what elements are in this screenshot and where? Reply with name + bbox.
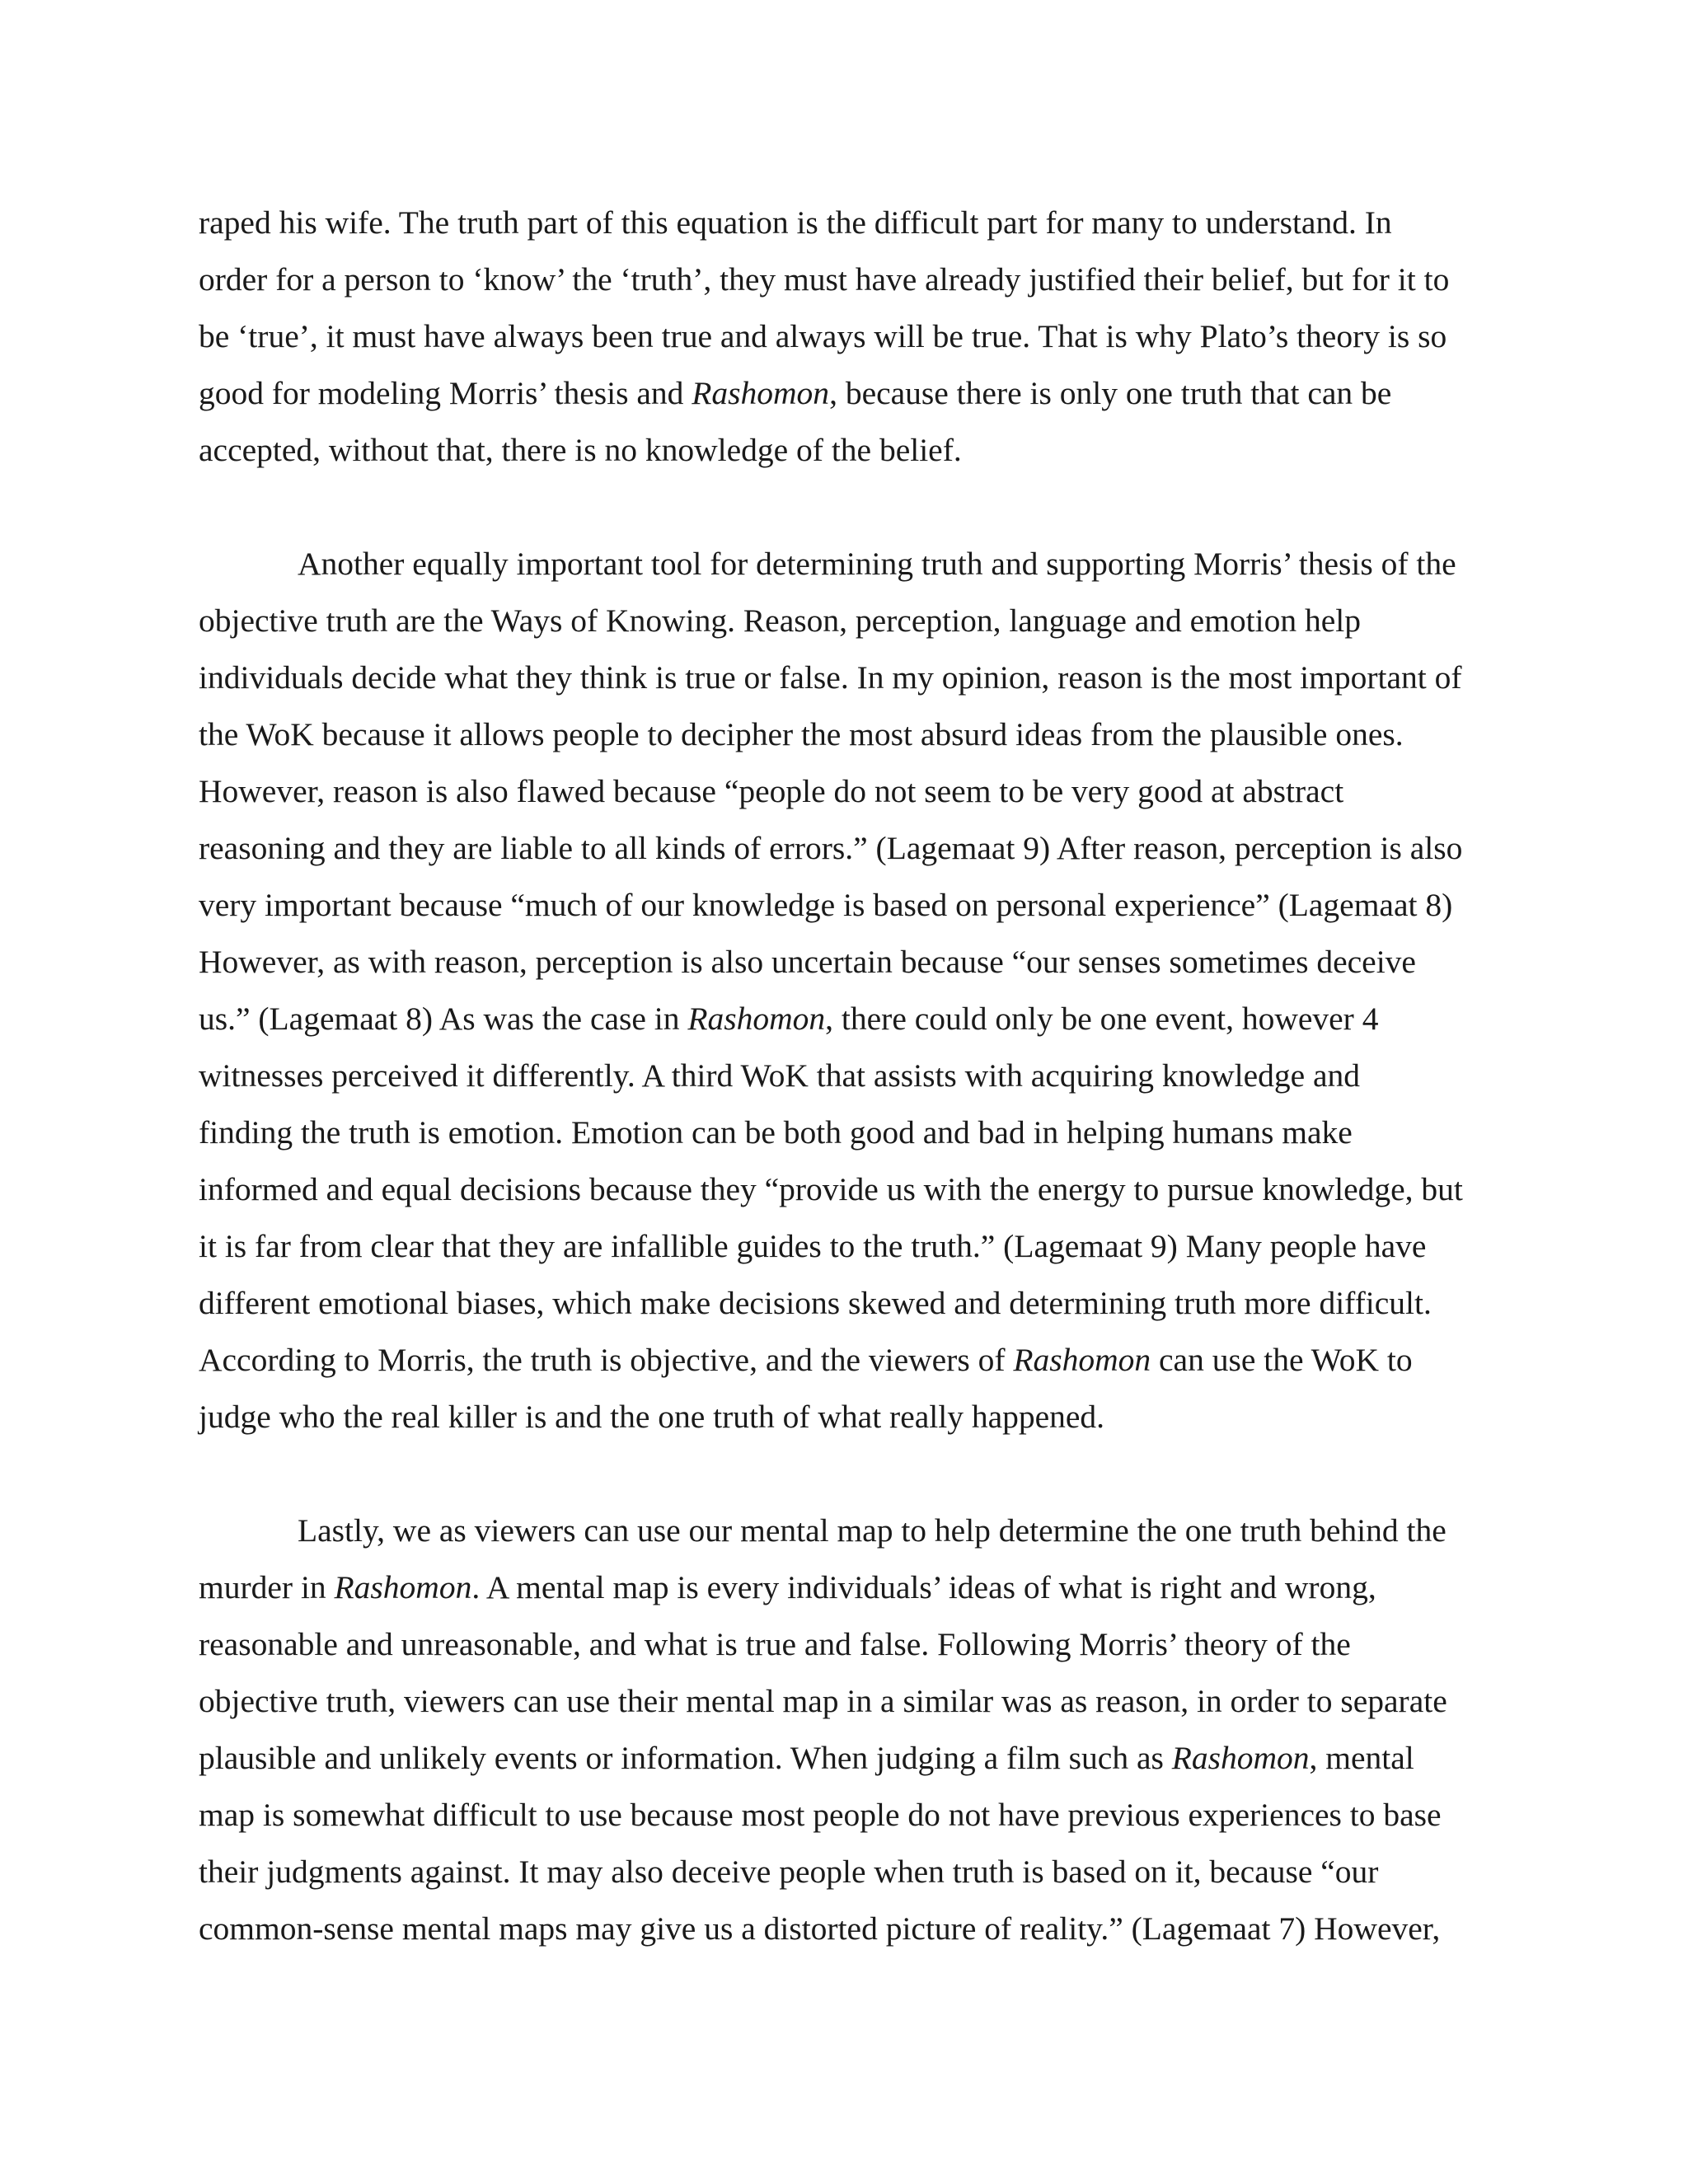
- text-line: [199, 763, 1501, 820]
- text-line: [199, 1161, 1501, 1218]
- text-line: [199, 536, 1501, 593]
- text-segment: However, reason is also flawed because “people do not seem to be very good at abstract: [199, 773, 1344, 809]
- text-line: [199, 1047, 1501, 1104]
- text-segment: . A mental map is every individuals’ ideas of what is right and wrong,: [471, 1569, 1376, 1605]
- text-line: [199, 365, 1501, 422]
- text-segment: , there could only be one event, however 4: [825, 1001, 1379, 1037]
- text-segment: plausible and unlikely events or information. When judging a film such as: [199, 1740, 1172, 1776]
- text-segment: reasoning and they are liable to all kinds of errors.” (Lagemaat 9) After reason, perception is also: [199, 830, 1463, 866]
- document-body: [199, 194, 1501, 1957]
- text-line: [199, 1900, 1501, 1957]
- italic-title: Rashomon: [1013, 1342, 1151, 1378]
- text-segment: common-sense mental maps may give us a distorted picture of reality.” (Lagemaat 7) However,: [199, 1910, 1441, 1947]
- text-line: [199, 251, 1501, 308]
- text-line: [199, 1673, 1501, 1730]
- text-segment: informed and equal decisions because they “provide us with the energy to pursue knowledge, but: [199, 1171, 1463, 1207]
- text-line: [199, 1332, 1501, 1389]
- text-segment: finding the truth is emotion. Emotion can be both good and bad in helping humans make: [199, 1114, 1353, 1151]
- text-segment: us.” (Lagemaat 8) As was the case in: [199, 1001, 688, 1037]
- text-line: [199, 877, 1501, 934]
- text-segment: However, as with reason, perception is also uncertain because “our senses sometimes deceive: [199, 944, 1416, 980]
- text-segment: different emotional biases, which make decisions skewed and determining truth more difficult.: [199, 1285, 1432, 1321]
- text-segment: judge who the real killer is and the one truth of what really happened.: [199, 1399, 1105, 1435]
- paragraph-gap: [199, 1446, 1501, 1502]
- text-segment: , mental: [1309, 1740, 1414, 1776]
- text-segment: individuals decide what they think is true or false. In my opinion, reason is the most important of: [199, 659, 1462, 696]
- text-line: [199, 194, 1501, 251]
- text-line: [199, 991, 1501, 1047]
- text-segment: According to Morris, the truth is objective, and the viewers of: [199, 1342, 1014, 1378]
- italic-title: Rashomon: [1171, 1740, 1310, 1776]
- text-segment: raped his wife. The truth part of this equation is the difficult part for many to understand. In: [199, 204, 1392, 241]
- text-segment: it is far from clear that they are infallible guides to the truth.” (Lagemaat 9) Many people have: [199, 1228, 1427, 1264]
- text-segment: order for a person to ‘know’ the ‘truth’, they must have already justified their belief, but for it to: [199, 261, 1450, 298]
- text-line: [199, 1502, 1501, 1559]
- text-segment: reasonable and unreasonable, and what is true and false. Following Morris’ theory of the: [199, 1626, 1351, 1662]
- text-line: [199, 308, 1501, 365]
- text-segment: objective truth, viewers can use their mental map in a similar was as reason, in order to separate: [199, 1683, 1447, 1719]
- paragraph: [199, 194, 1501, 479]
- text-line: [199, 1844, 1501, 1900]
- text-segment: their judgments against. It may also deceive people when truth is based on it, because “our: [199, 1854, 1379, 1890]
- text-line: [199, 649, 1501, 706]
- text-segment: Another equally important tool for determining truth and supporting Morris’ thesis of the: [298, 546, 1456, 582]
- text-segment: the WoK because it allows people to decipher the most absurd ideas from the plausible ones.: [199, 716, 1404, 752]
- paragraph: [199, 1502, 1501, 1957]
- italic-title: Rashomon: [687, 1001, 826, 1037]
- paragraph: [199, 536, 1501, 1446]
- text-segment: be ‘true’, it must have always been true and always will be true. That is why Plato’s theory is so: [199, 318, 1447, 354]
- text-line: [199, 1275, 1501, 1332]
- text-segment: objective truth are the Ways of Knowing. Reason, perception, language and emotion help: [199, 602, 1362, 639]
- text-line: [199, 1730, 1501, 1787]
- text-line: [199, 593, 1501, 649]
- text-segment: good for modeling Morris’ thesis and: [199, 375, 692, 411]
- italic-title: Rashomon: [692, 375, 830, 411]
- text-line: [199, 1559, 1501, 1616]
- text-line: [199, 1104, 1501, 1161]
- text-line: [199, 1389, 1501, 1446]
- text-segment: , because there is only one truth that can be: [829, 375, 1392, 411]
- text-segment: map is somewhat difficult to use because most people do not have previous experiences to base: [199, 1797, 1442, 1833]
- text-line: [199, 706, 1501, 763]
- text-line: [199, 934, 1501, 991]
- text-line: [199, 1218, 1501, 1275]
- text-line: [199, 422, 1501, 479]
- text-line: [199, 1616, 1501, 1673]
- italic-title: Rashomon: [334, 1569, 472, 1605]
- text-segment: accepted, without that, there is no knowledge of the belief.: [199, 432, 962, 468]
- text-segment: witnesses perceived it differently. A third WoK that assists with acquiring knowledge and: [199, 1057, 1361, 1094]
- paragraph-gap: [199, 479, 1501, 536]
- text-line: [199, 820, 1501, 877]
- text-line: [199, 1787, 1501, 1844]
- text-segment: Lastly, we as viewers can use our mental map to help determine the one truth behind the: [298, 1512, 1447, 1549]
- text-segment: murder in: [199, 1569, 335, 1605]
- text-segment: very important because “much of our knowledge is based on personal experience” (Lagemaat 8): [199, 887, 1453, 923]
- text-segment: can use the WoK to: [1151, 1342, 1413, 1378]
